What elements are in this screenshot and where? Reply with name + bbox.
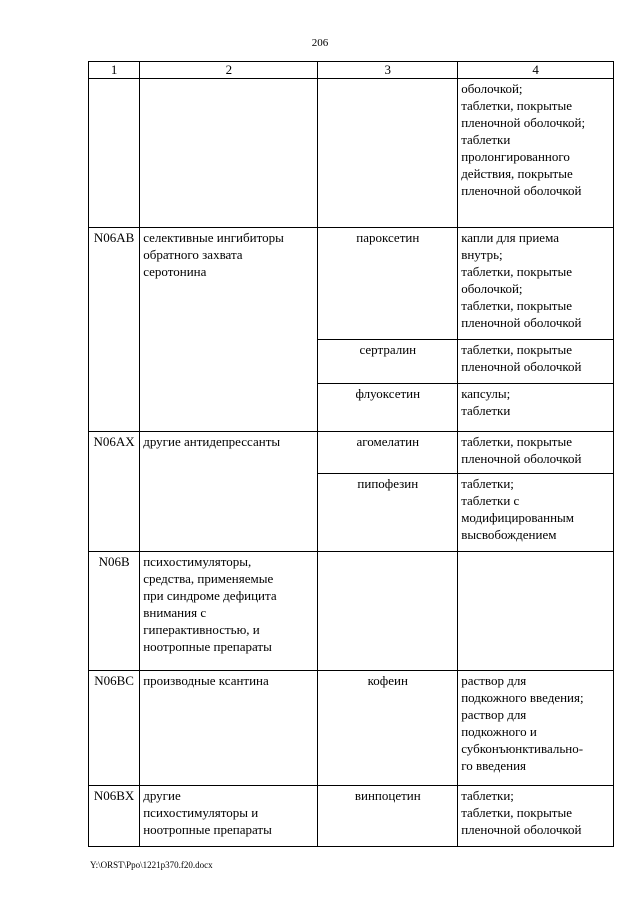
atc-code-cell: N06B [89,552,140,671]
page-number: 206 [311,37,329,49]
group-line: другие [143,788,181,803]
dosage-form-line: высвобождением [461,527,557,542]
table-row [89,786,614,847]
drug-table [88,61,614,847]
dosage-form-line: субконъюнктивально- [461,741,584,756]
group-line: серотонина [143,264,207,279]
column-header: 1 [89,62,140,79]
group-cell [140,432,318,552]
group-line: психостимуляторы и [143,805,259,820]
group-line: внимания с [143,605,207,620]
group-line: производные ксантина [143,673,269,688]
dosage-form-line: пленочной оболочкой [461,451,582,466]
dosage-form-line: пленочной оболочкой [461,822,582,837]
dosage-form-line: раствор для [461,673,527,688]
dosage-form-line: таблетки, покрытые [461,298,572,313]
drug-name-cell: пароксетин [318,228,458,340]
dosage-form-line: таблетки; [461,788,514,803]
drug-name-cell: винпоцетин [318,786,458,847]
column-header: 3 [318,62,458,79]
table-row [89,671,614,786]
group-line: средства, применяемые [143,571,274,586]
drug-name-cell: агомелатин [318,432,458,474]
dosage-forms-cell [458,228,614,340]
dosage-forms-cell [458,552,614,671]
atc-code-cell: N06BX [89,786,140,847]
dosage-form-line: капли для приема [461,230,559,245]
group-line: селективные ингибиторы [143,230,284,245]
dosage-form-line: пленочной оболочкой [461,315,582,330]
atc-code-cell: N06AX [89,432,140,552]
dosage-forms-cell [458,432,614,474]
dosage-form-line: действия, покрытые [461,166,573,181]
dosage-forms-cell [458,474,614,552]
dosage-form-line: капсулы; [461,386,511,401]
dosage-form-line: го введения [461,758,527,773]
table-row [89,228,614,340]
group-cell [140,79,318,228]
group-line: обратного захвата [143,247,243,262]
dosage-form-line: таблетки, покрытые [461,434,572,449]
dosage-form-line: таблетки с [461,493,520,508]
dosage-forms-cell [458,340,614,384]
table-row [89,552,614,671]
group-line: психостимуляторы, [143,554,252,569]
dosage-form-line: пленочной оболочкой [461,183,582,198]
dosage-form-line: таблетки; [461,476,514,491]
atc-code-cell: N06AB [89,228,140,432]
dosage-form-line: внутрь; [461,247,503,262]
drug-name-cell: кофеин [318,671,458,786]
dosage-form-line: подкожного введения; [461,690,584,705]
dosage-form-line: модифицированным [461,510,575,525]
atc-code-cell [89,79,140,228]
group-line: ноотропные препараты [143,822,272,837]
dosage-form-line: таблетки, покрытые [461,805,572,820]
dosage-form-line: оболочкой; [461,281,523,296]
column-header: 4 [458,62,614,79]
group-line: гиперактивностью, и [143,622,260,637]
dosage-form-line: таблетки, покрытые [461,342,572,357]
drug-name-cell: сертралин [318,340,458,384]
group-cell [140,786,318,847]
dosage-form-line: таблетки, покрытые [461,264,572,279]
column-header: 2 [140,62,318,79]
dosage-form-line: таблетки [461,403,511,418]
group-line: другие антидепрессанты [143,434,281,449]
drug-name-cell: флуоксетин [318,384,458,432]
dosage-forms-cell [458,786,614,847]
dosage-form-line: таблетки, покрытые [461,98,572,113]
group-line: при синдроме дефицита [143,588,277,603]
dosage-form-line: оболочкой; [461,81,523,96]
atc-code-cell: N06BC [89,671,140,786]
dosage-form-line: подкожного и [461,724,537,739]
table-header-row [89,62,614,79]
group-cell [140,228,318,432]
table-row [89,432,614,474]
group-line: ноотропные препараты [143,639,272,654]
dosage-forms-cell [458,671,614,786]
table-row [89,79,614,228]
drug-name-cell: пипофезин [318,474,458,552]
dosage-form-line: таблетки [461,132,511,147]
drug-name-cell [318,552,458,671]
dosage-form-line: раствор для [461,707,527,722]
group-cell [140,552,318,671]
drug-name-cell [318,79,458,228]
dosage-form-line: пролонгированного [461,149,570,164]
dosage-form-line: пленочной оболочкой [461,359,582,374]
dosage-forms-cell [458,384,614,432]
group-cell [140,671,318,786]
dosage-form-line: пленочной оболочкой; [461,115,586,130]
footer-file-path: Y:\ORST\Ppo\1221p370.f20.docx [90,860,213,870]
dosage-forms-cell [458,79,614,228]
